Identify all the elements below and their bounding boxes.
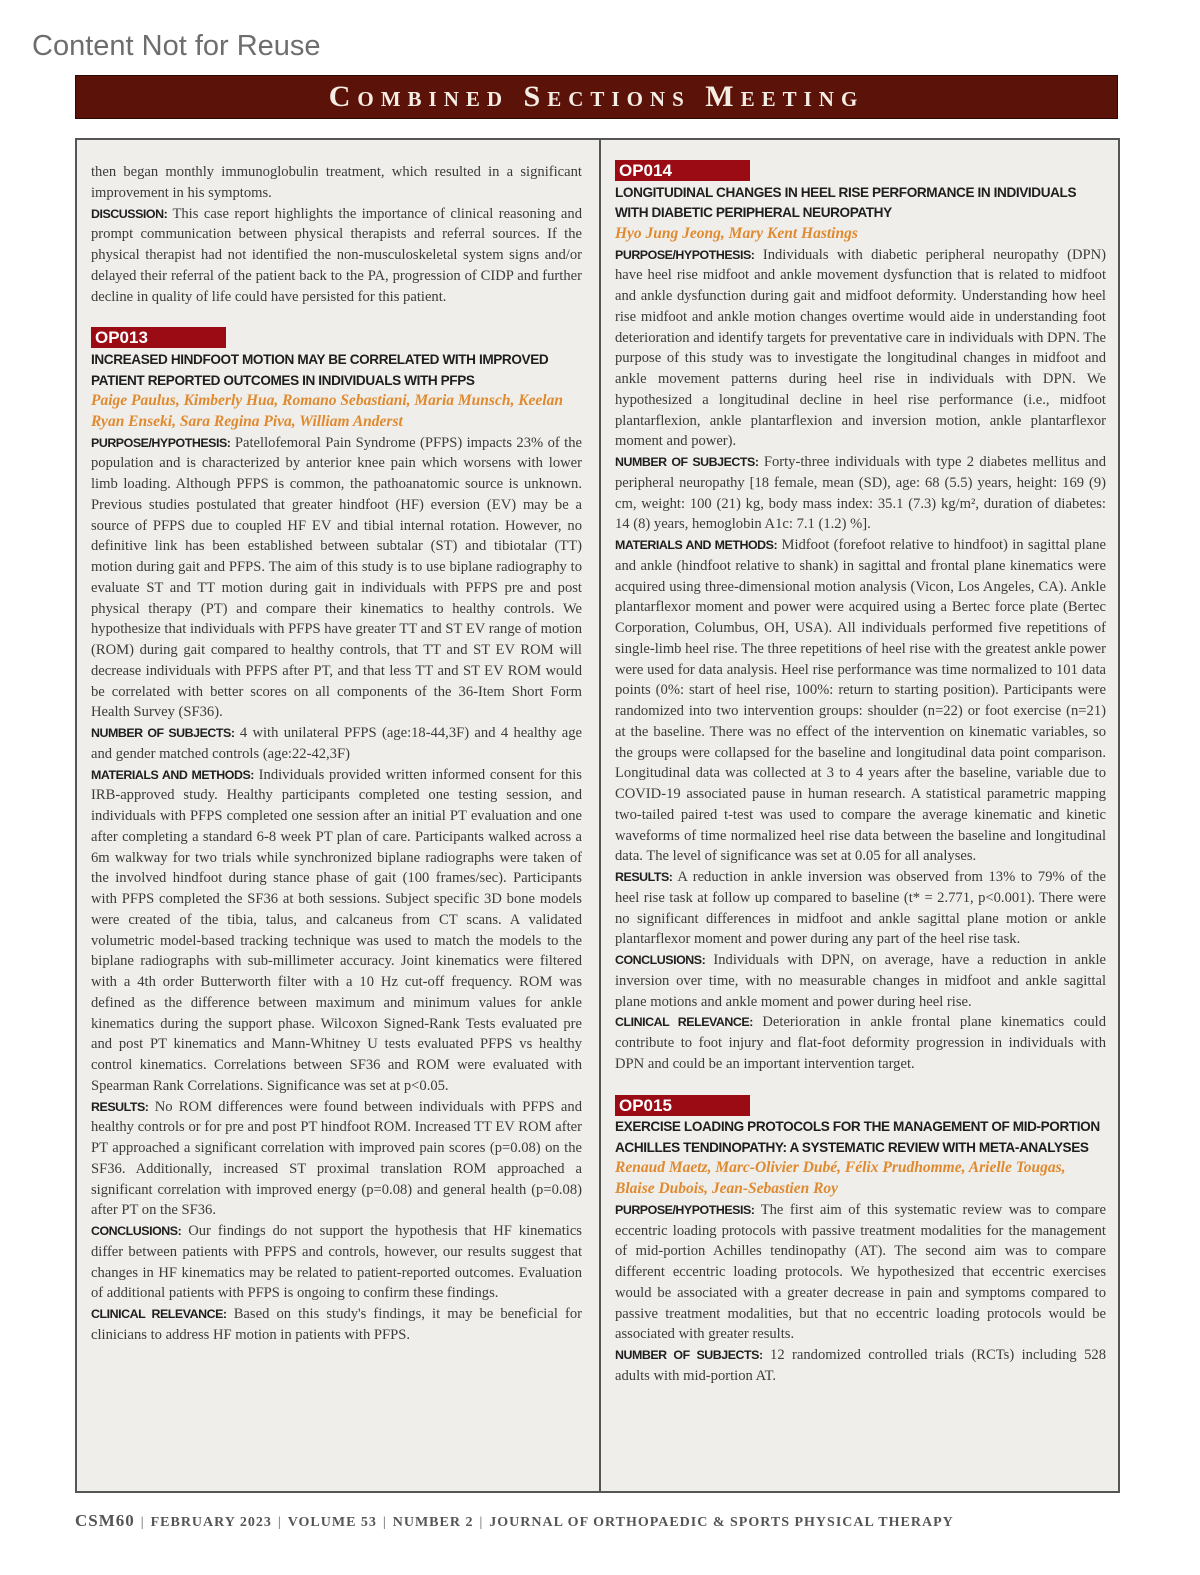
right-column xyxy=(615,158,1106,1387)
section-label: NUMBER OF SUBJECTS: xyxy=(615,1348,763,1362)
section-label: CONCLUSIONS: xyxy=(91,1224,182,1238)
abstract-id-badge: OP015 xyxy=(615,1095,750,1116)
column-divider xyxy=(599,140,601,1491)
journal-name: JOURNAL OF ORTHOPAEDIC & SPORTS PHYSICAL THERAPY xyxy=(489,1515,954,1530)
section-label: MATERIALS AND METHODS: xyxy=(615,538,778,552)
section-text: Individuals provided written informed consent for this IRB-approved study. Healthy participants completed one testing session, and individuals with PFPS completed one session after an initial PT evaluation and one after completing a standard 6-8 week PT plan of care. Participants walked across a 6m walkway for two trials while synchronized biplane radiographs were taken of the involved hindfoot during stance phase of gait (100 frames/sec). Participants with PFPS completed the SF36 at both sessions. Subject specific 3D bone models were created of the tibia, talus, and calcaneus from CT scans. A validated volumetric model-based tracking technique was used to match the models to the biplane radiographs with sub-millimeter accuracy. Joint kinematics were filtered with a 4th order Butterworth filter with a 10 Hz cut-off frequency. ROM was defined as the difference between maximum and minimum values for ankle kinematics during the support phase. Wilcoxon Signed-Rank Tests evaluated pre and post PT kinematics and Mann-Whitney U tests evaluated PFPS vs healthy control kinematics. Correlations between SF36 and ROM were evaluated with Spearman Rank Correlations. Significance was set at p<0.05. xyxy=(91,766,582,1094)
footer-separator: | xyxy=(277,1515,282,1530)
section-text: Individuals with DPN, on average, have a reduction in ankle inversion over time, with no measurable changes in midfoot and ankle sagittal plane motions and ankle moment and power during heel rise. xyxy=(615,952,1106,1010)
abstract-op013 xyxy=(91,325,582,1345)
section-label: CONCLUSIONS: xyxy=(615,953,706,967)
section-text: Patellofemoral Pain Syndrome (PFPS) impacts 23% of the population and is characterized by anterior knee pain which worsens with lower limb loading. Although PFPS is common, the pathoanatomic source is unknown. Previous studies postulated that greater hindfoot (HF) eversion (EV) may be a source of PFPS due to coupled HF EV and tibial internal rotation. However, no definitive link has been established between subtalar (ST) and tibiotalar (TT) motion during gait and PFPS. The aim of this study is to use biplane radiography to evaluate ST and TT motion during gait in individuals with PFPS pre and post physical therapy (PT) and compare their kinematics to healthy controls. We hypothesize that individuals with PFPS have greater TT and ST EV range of motion (ROM) during gait compared to healthy controls, that TT and ST EV ROM will decrease individuals with PFPS after PT, and that less TT and ST EV ROM would be correlated with better scores on all components of the 36-Item Short Form Health Survey (SF36). xyxy=(91,434,582,721)
section-text: Midfoot (forefoot relative to hindfoot) in sagittal plane and ankle (hindfoot relative to shank) in sagittal and frontal plane kinematics were acquired using three-dimensional motion analysis (Vicon, Los Angeles, CA). Ankle plantarflexor moment and power were acquired using a Bertec force plate (Bertec Corporation, Columbus, OH, USA). All individuals performed five repetitions of single-limb heel rise. The three repetitions of heel rise with the greatest ankle power were used for data analysis. Heel rise performance was time normalized to 101 data points (0%: start of heel rise, 100%: return to starting position). Participants were randomized into two intervention groups: shoulder (n=22) or foot exercise (n=21) at the baseline. There was no effect of the intervention on kinematic variables, so the groups were collapsed for the baseline and longitudinal data point comparison. Longitudinal data was collected at 3 to 4 years after the baseline, variable due to COVID-19 associated pause in human research. A statistical parametric mapping two-tailed paired t-test was used to compare the average kinematic and kinetic waveforms of time normalized heel rise data between the baseline and longitudinal data. The level of significance was set at 0.05 for all analyses. xyxy=(615,537,1106,865)
abstract-op015 xyxy=(615,1093,1106,1387)
purpose-paragraph xyxy=(615,245,1106,453)
methods-paragraph xyxy=(615,535,1106,867)
section-label: RESULTS: xyxy=(615,870,673,884)
abstract-authors: Renaud Maetz, Marc-Olivier Dubé, Félix Prudhomme, Arielle Tougas, Blaise Dubois, Jean-Sebastien Roy xyxy=(615,1159,1066,1197)
watermark-text: Content Not for Reuse xyxy=(32,30,321,62)
section-label: PURPOSE/HYPOTHESIS: xyxy=(615,247,755,262)
section-text: This case report highlights the importance of clinical reasoning and prompt communication between physical therapists and referral sources. If the physical therapist had not identified the non-musculoskeletal system signs and/or delayed their referral of the patient back to the PA, progression of CIDP and further decline in quality of life could have persisted for this patient. xyxy=(91,205,582,305)
section-label: NUMBER OF SUBJECTS: xyxy=(91,726,235,740)
section-text: Our findings do not support the hypothesis that HF kinematics differ between patients with PFPS and controls, however, our results suggest that changes in HF kinematics may be related to patient-reported outcomes. Evaluation of additional patients with PFPS is ongoing to confirm these findings. xyxy=(91,1223,582,1302)
section-text: Individuals with diabetic peripheral neuropathy (DPN) have heel rise midfoot and ankle movement dysfunction that is related to midfoot and ankle dysfunction during gait and midfoot deformity. Understanding how heel rise midfoot and ankle motion changes overtime would aide in understanding foot deterioration and identify targets for preventative care in individuals with DPN. The purpose of this study was to investigate the longitudinal changes in midfoot and ankle movement patterns during heel rise in individuals with DPN. We hypothesized a longitudinal decline in heel rise performance (i.e., midfoot plantarflexion, ankle plantarflexion and inversion motion, ankle plantarflexor moment and power). xyxy=(615,246,1106,450)
abstract-title: INCREASED HINDFOOT MOTION MAY BE CORRELATED WITH IMPROVED PATIENT REPORTED OUTCOMES IN INDIVIDUALS WITH PFPS xyxy=(91,352,549,388)
results-paragraph xyxy=(615,867,1106,950)
section-label: CLINICAL RELEVANCE: xyxy=(615,1015,753,1030)
conclusions-paragraph xyxy=(615,950,1106,1012)
discussion-paragraph xyxy=(91,204,582,308)
abstract-id-badge: OP014 xyxy=(615,160,750,181)
section-label: DISCUSSION: xyxy=(91,206,168,221)
abstract-authors: Hyo Jung Jeong, Mary Kent Hastings xyxy=(615,224,858,242)
section-label: NUMBER OF SUBJECTS: xyxy=(615,455,759,469)
clinical-relevance-paragraph xyxy=(615,1012,1106,1074)
section-text: The first aim of this systematic review was to compare eccentric loading protocols with passive treatment modalities for the management of mid-portion Achilles tendinopathy (AT). The second aim was to compare different eccentric loading protocols. We hypothesized that eccentric exercises would be associated with a greater decrease in pain and symptoms compared to passive treatment modalities, but that no eccentric loading protocols would be associated with greater results. xyxy=(615,1201,1106,1343)
section-label: RESULTS: xyxy=(91,1099,149,1114)
volume: VOLUME 53 xyxy=(287,1515,377,1530)
continued-paragraph: then began monthly immunoglobulin treatment, which resulted in a significant improvement in his symptoms. xyxy=(91,164,582,201)
page-number: CSM60 xyxy=(75,1511,135,1530)
section-text: Based on this study's findings, it may be beneficial for clinicians to address HF motion in patients with PFPS. xyxy=(91,1306,583,1343)
section-banner xyxy=(75,75,1118,119)
section-text: No ROM differences were found between individuals with PFPS and healthy controls or for pre and post PT hindfoot ROM. Increased TT EV ROM after PT approached a significant correlation with improved pain scores (p=0.08) on the SF36. Additionally, increased ST proximal translation ROM approached a significant correlation with improved energy (p=0.08) and general health (p=0.08) after PT on the SF36. xyxy=(91,1098,582,1219)
subjects-paragraph xyxy=(91,723,582,765)
abstract-op014 xyxy=(615,158,1106,1075)
section-label: CLINICAL RELEVANCE: xyxy=(91,1307,227,1321)
section-text: 4 with unilateral PFPS (age:18-44,3F) and 4 healthy age and gender matched controls (age:22-42,3F) xyxy=(91,725,582,762)
footer-separator: | xyxy=(382,1515,387,1530)
section-label: PURPOSE/HYPOTHESIS: xyxy=(91,435,231,450)
purpose-paragraph xyxy=(91,433,582,724)
issue-number: NUMBER 2 xyxy=(392,1515,474,1530)
section-text: A reduction in ankle inversion was observed from 13% to 79% of the heel rise task at follow up compared to baseline (t* = 2.771, p<0.001). There were no significant differences in midfoot and ankle sagittal plane motion or ankle plantarflexor moment and power during any part of the heel rise task. xyxy=(615,869,1107,948)
subjects-paragraph xyxy=(615,452,1106,535)
section-label: MATERIALS AND METHODS: xyxy=(91,767,254,782)
methods-paragraph xyxy=(91,765,582,1097)
section-text: Deterioration in ankle frontal plane kinematics could contribute to foot injury and flat-foot deformity progression in individuals with DPN and could be an important intervention target. xyxy=(615,1014,1106,1072)
abstract-authors: Paige Paulus, Kimberly Hua, Romano Sebastiani, Maria Munsch, Keelan Ryan Enseki, Sara Regina Piva, William Anderst xyxy=(91,392,563,430)
abstract-title: LONGITUDINAL CHANGES IN HEEL RISE PERFORMANCE IN INDIVIDUALS WITH DIABETIC PERIPHERAL NEUROPATHY xyxy=(615,184,1077,221)
page-footer xyxy=(75,1511,954,1531)
section-text: 12 randomized controlled trials (RCTs) including 528 adults with mid-portion AT. xyxy=(615,1347,1106,1384)
abstract-title: EXERCISE LOADING PROTOCOLS FOR THE MANAGEMENT OF MID-PORTION ACHILLES TENDINOPATHY: A SYSTEMATIC REVIEW WITH META-ANALYSES xyxy=(615,1119,1100,1155)
footer-separator: | xyxy=(140,1515,145,1530)
section-text: Forty-three individuals with type 2 diabetes mellitus and peripheral neuropathy [18 female, mean (SD), age: 68 (5.5) years, height: 169 (9) cm, weight: 100 (21) kg, body mass index: 35.1 (7.3) kg/m², duration of diabetes: 14 (8) years, hemoglobin A1c: 7.1 (1.2) %]. xyxy=(615,454,1106,533)
issue-date: FEBRUARY 2023 xyxy=(150,1515,272,1530)
footer-separator: | xyxy=(479,1515,484,1530)
abstract-id-badge: OP013 xyxy=(91,327,226,348)
purpose-paragraph xyxy=(615,1200,1106,1345)
clinical-relevance-paragraph xyxy=(91,1304,582,1346)
section-label: PURPOSE/HYPOTHESIS: xyxy=(615,1202,755,1217)
conclusions-paragraph xyxy=(91,1221,582,1304)
subjects-paragraph xyxy=(615,1345,1106,1387)
banner-title: Combined Sections Meeting xyxy=(328,80,865,113)
left-column xyxy=(91,162,582,1346)
results-paragraph xyxy=(91,1097,582,1222)
abstract-panel xyxy=(75,138,1120,1493)
